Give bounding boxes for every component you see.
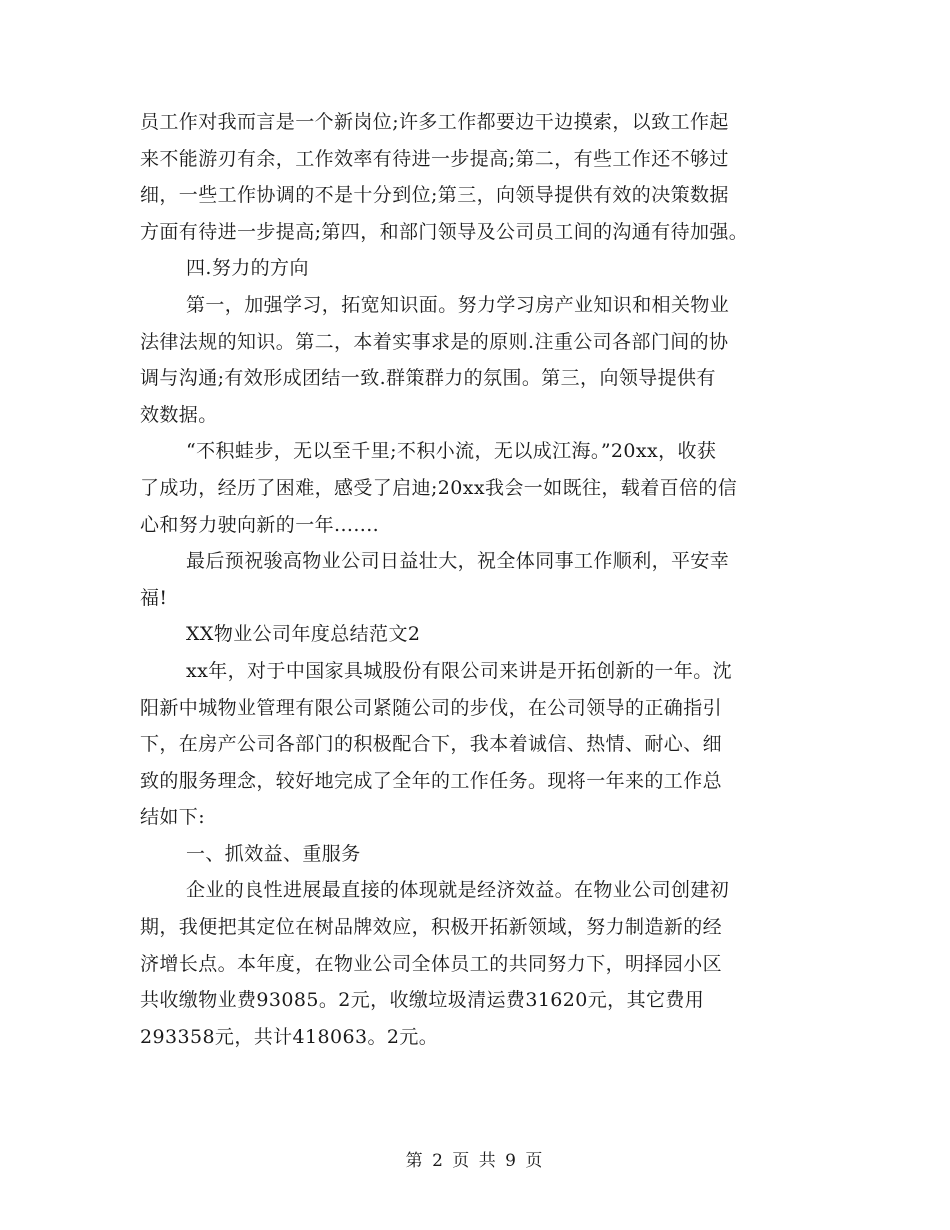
text-line: 结如下:: [140, 806, 206, 829]
text-line: 最后预祝骏高物业公司日益壮大，祝全体同事工作顺利，平安幸: [186, 550, 730, 573]
text-line: 法律法规的知识。第二，本着实事求是的原则.注重公司各部门间的协: [140, 330, 729, 353]
text-line: XX物业公司年度总结范文2: [186, 623, 421, 646]
document-body: [140, 104, 820, 1055]
text-line: 员工作对我而言是一个新岗位;许多工作都要边干边摸索，以致工作起: [140, 111, 729, 133]
text-line: 来不能游刃有余，工作效率有待进一步提高;第二，有些工作还不够过: [140, 147, 729, 170]
text-line: 第一，加强学习，拓宽知识面。努力学习房产业知识和相关物业: [186, 293, 730, 316]
text-line: “不积蛙步，无以至千里;不积小流，无以成江海。”20xx，收获: [186, 440, 717, 463]
page-footer: 第 2 页 共 9 页: [405, 1151, 545, 1171]
text-line: 方面有待进一步提高;第四，和部门领导及公司员工间的沟通有待加强。: [140, 220, 749, 243]
text-line: 心和努力驶向新的一年.......: [140, 513, 380, 536]
text-line: 济增长点。本年度，在物业公司全体员工的共同努力下，明择园小区: [140, 952, 723, 975]
text-line: 四.努力的方向: [186, 257, 309, 280]
text-line: 阳新中城物业管理有限公司紧随公司的步伐，在公司领导的正确指引: [140, 696, 723, 719]
text-line: 共收缴物业费93085。2元，收缴垃圾清运费31620元，其它费用: [140, 989, 705, 1012]
text-line: 企业的良性进展最直接的体现就是经济效益。在物业公司创建初: [186, 879, 730, 902]
text-line: 致的服务理念，较好地完成了全年的工作任务。现将一年来的工作总: [140, 769, 723, 792]
text-line: 了成功，经历了困难，感受了启迪;20xx我会一如既往，载着百倍的信: [140, 476, 738, 499]
text-line: 调与沟通;有效形成团结一致.群策群力的氛围。第三，向领导提供有: [140, 367, 716, 390]
text-line: 293358元，共计418063。2元。: [140, 1025, 439, 1048]
text-line: 下，在房产公司各部门的积极配合下，我本着诚信、热情、耐心、细: [140, 733, 723, 756]
text-line: xx年，对于中国家具城股份有限公司来讲是开拓创新的一年。沈: [186, 659, 733, 682]
text-line: 效数据。: [140, 403, 218, 426]
text-line: 细，一些工作协调的不是十分到位;第三，向领导提供有效的决策数据: [140, 184, 729, 207]
text-line: 期，我便把其定位在树品牌效应，积极开拓新领域，努力制造新的经: [140, 916, 723, 939]
text-line: 一、抓效益、重服务: [186, 842, 361, 865]
text-line: 福!: [140, 586, 168, 609]
